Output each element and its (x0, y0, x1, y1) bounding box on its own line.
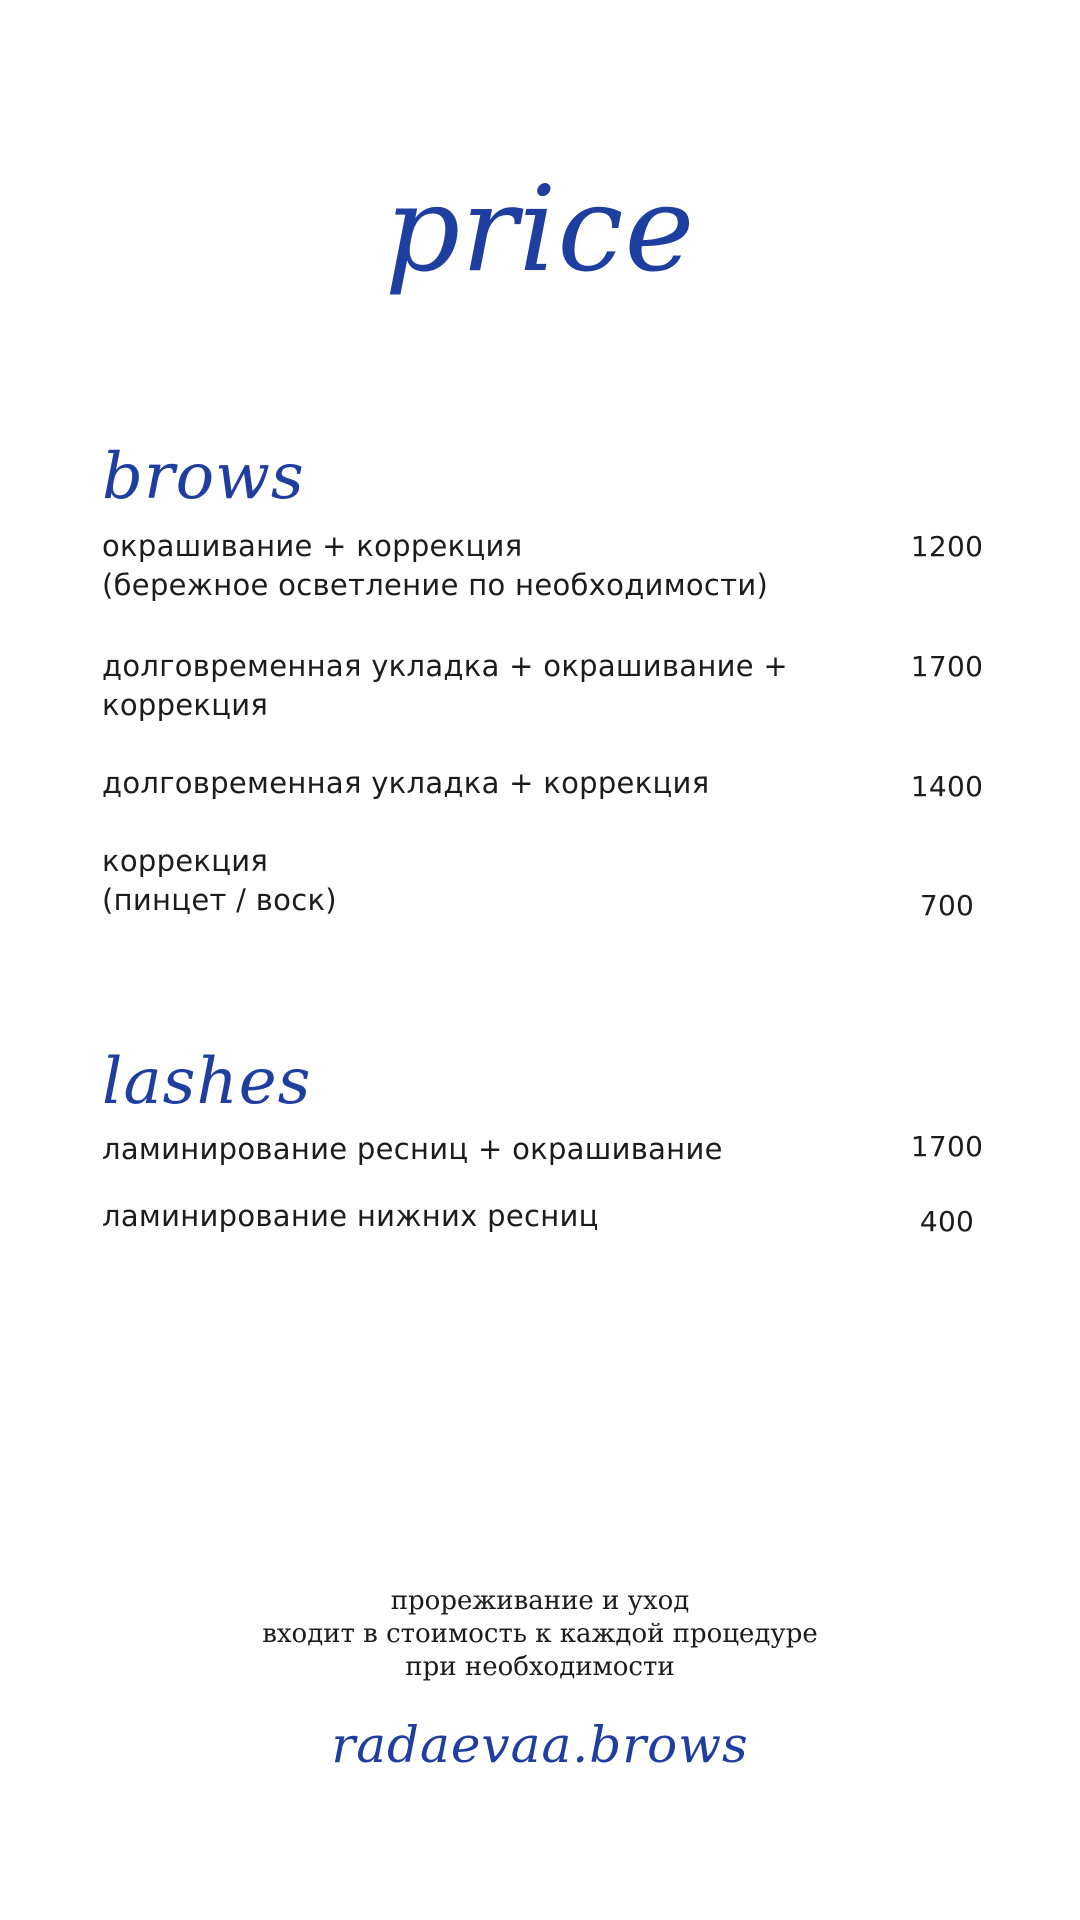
price-item (102, 527, 982, 605)
page-title: price (384, 160, 696, 298)
service-price: 1400 (910, 770, 984, 803)
service-price: 1200 (910, 530, 984, 563)
service-name: ламинирование ресниц + окрашивание (102, 1132, 723, 1166)
footer-note-line: прореживание и уход (390, 1586, 690, 1616)
price-item (102, 842, 982, 920)
service-name: окрашивание + коррекция (бережное осветление по необходимости) (102, 529, 769, 602)
price-item (102, 1130, 982, 1169)
service-price: 1700 (910, 650, 984, 683)
service-price: 1700 (910, 1130, 984, 1163)
footer-note (0, 1585, 1080, 1684)
price-item (102, 647, 982, 725)
service-name: долговременная укладка + окрашивание + коррекция (102, 649, 789, 722)
service-name: ламинирование нижних ресниц (102, 1199, 599, 1233)
service-price: 700 (919, 889, 975, 922)
price-item (102, 764, 982, 803)
service-price: 400 (919, 1205, 975, 1238)
brand-handle: radaevaa.brows (331, 1716, 749, 1774)
price-item (102, 1197, 982, 1236)
service-name: долговременная укладка + коррекция (102, 766, 710, 800)
footer-note-line: входит в стоимость к каждой процедуре (262, 1619, 818, 1649)
service-name: коррекция (пинцет / воск) (102, 844, 337, 917)
section-title-brows: brows (102, 440, 305, 514)
footer-note-line: при необходимости (405, 1652, 675, 1682)
section-title-lashes: lashes (102, 1045, 312, 1119)
